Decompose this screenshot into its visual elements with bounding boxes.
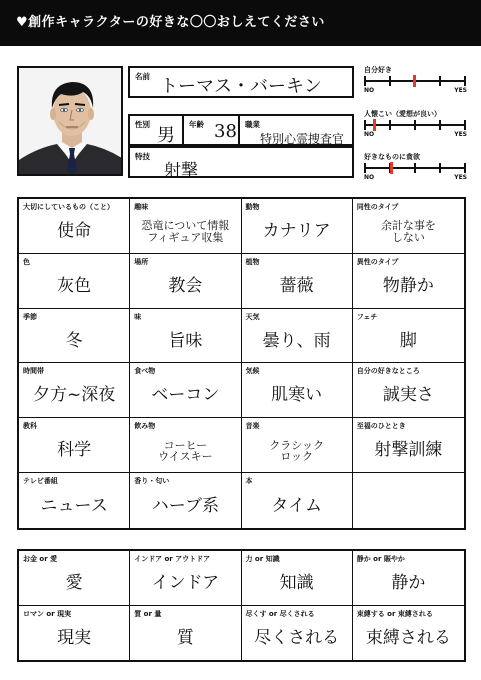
cell-value: コーヒー ウイスキー xyxy=(158,438,213,464)
favorite-cell xyxy=(353,254,464,309)
cell-value: ベーコン xyxy=(151,385,220,406)
cell-label: お金 or 愛 xyxy=(23,555,58,563)
character-name: トーマス・バーキン xyxy=(160,76,322,97)
favorite-cell xyxy=(353,473,464,528)
cell-label: 趣味 xyxy=(134,203,149,211)
slider-title: 人懐こい（愛想が良い） xyxy=(364,110,441,118)
cell-label: 同性のタイプ xyxy=(356,203,399,211)
choice-cell xyxy=(242,606,353,661)
cell-label: 質 or 量 xyxy=(134,609,162,618)
cell-label: 教科 xyxy=(23,422,37,431)
slider-title: 好きなものに貪欲 xyxy=(364,153,420,161)
cell-label: 力 or 知識 xyxy=(245,555,280,563)
sex-value: 男 xyxy=(157,125,175,146)
favorite-cell xyxy=(353,363,464,418)
name-label: 名前 xyxy=(135,72,150,81)
favorite-cell xyxy=(353,418,464,473)
cell-label: 動物 xyxy=(245,203,260,211)
slider-tick xyxy=(364,120,366,130)
cell-value: 脚 xyxy=(399,330,417,351)
slider-marker xyxy=(390,162,393,174)
slider-no-label: NO xyxy=(364,131,375,138)
favorite-cell xyxy=(130,254,241,309)
page-header xyxy=(0,0,481,46)
cell-label: 香り・匂い xyxy=(134,477,170,486)
cell-value: 質 xyxy=(176,627,194,648)
choices-grid xyxy=(17,549,466,662)
slider-tick xyxy=(364,163,366,173)
favorite-cell xyxy=(353,199,464,254)
cell-label: 天気 xyxy=(245,312,260,321)
cell-value: ハーブ系 xyxy=(151,495,219,516)
slider-tick xyxy=(439,163,441,173)
age-value: 38 xyxy=(214,121,237,142)
sex-box xyxy=(128,114,184,146)
slider-tick xyxy=(464,163,466,173)
cell-label: 食べ物 xyxy=(134,367,156,376)
character-portrait xyxy=(17,66,123,176)
choice-cell xyxy=(353,606,464,661)
cell-label: 至福のひととき xyxy=(356,422,406,431)
slider-tick xyxy=(439,120,441,130)
choice-cell xyxy=(130,606,241,661)
choice-cell xyxy=(130,551,241,606)
cell-value: 恐竜について情報 フィギュア収集 xyxy=(141,219,230,244)
cell-value: カナリア xyxy=(262,220,331,241)
slider-tick xyxy=(464,120,466,130)
cell-label: 尽くす or 尽くされる xyxy=(245,609,315,618)
cell-label: インドア or アウトドア xyxy=(134,555,210,563)
skill-label: 特技 xyxy=(135,152,150,161)
slider-no-label: NO xyxy=(364,87,375,94)
cell-value: 冬 xyxy=(65,330,83,351)
cell-value: 夕方~深夜 xyxy=(33,385,116,406)
favorite-cell xyxy=(242,309,353,364)
cell-label: 色 xyxy=(23,257,30,266)
favorites-grid xyxy=(17,197,466,530)
cell-label: 気候 xyxy=(245,367,260,376)
page-title: ♥創作キャラクターの好きな〇〇おしえてください xyxy=(16,15,325,30)
slider-marker xyxy=(373,119,376,131)
cell-label: 本 xyxy=(245,477,253,486)
slider-yes-label: YES xyxy=(454,87,467,94)
favorite-cell xyxy=(242,418,353,473)
cell-value: 束縛される xyxy=(365,627,451,648)
cell-label: 場所 xyxy=(134,257,149,266)
slider-friendly xyxy=(364,109,469,139)
cell-value: 使命 xyxy=(57,220,92,241)
cell-value: クラシック ロック xyxy=(269,438,325,464)
slider-tick xyxy=(464,76,466,86)
cell-value: 射撃訓練 xyxy=(374,440,443,461)
job-label: 職業 xyxy=(245,120,260,129)
favorite-cell xyxy=(19,254,130,309)
cell-value: ニュース xyxy=(40,495,108,516)
character-illustration xyxy=(19,68,123,176)
favorite-cell xyxy=(242,473,353,528)
age-box xyxy=(182,114,240,146)
name-box xyxy=(128,66,354,98)
cell-value: 知識 xyxy=(279,572,314,593)
cell-value: 物静か xyxy=(382,275,434,296)
cell-label: 異性のタイプ xyxy=(356,257,399,266)
slider-tick xyxy=(439,76,441,86)
choice-cell xyxy=(242,551,353,606)
cell-label: 静か or 賑やか xyxy=(356,555,405,563)
favorite-cell xyxy=(242,254,353,309)
choice-cell xyxy=(353,551,464,606)
cell-value: 旨味 xyxy=(168,330,203,351)
favorite-cell xyxy=(19,309,130,364)
favorite-cell xyxy=(19,363,130,418)
skill-value: 射撃 xyxy=(164,161,198,181)
cell-label: 自分の好きなところ xyxy=(356,367,420,376)
job-box xyxy=(238,114,354,146)
favorite-cell xyxy=(242,199,353,254)
favorite-cell xyxy=(353,309,464,364)
cell-value: タイム xyxy=(271,495,322,516)
sex-label: 性別 xyxy=(135,120,150,129)
cell-value: 静か xyxy=(391,572,426,593)
slider-title: 自分好き xyxy=(364,66,392,74)
cell-label: 時間帯 xyxy=(23,367,44,376)
age-label: 年齢 xyxy=(189,120,204,129)
slider-yes-label: YES xyxy=(454,174,467,181)
favorite-cell xyxy=(19,199,130,254)
cell-value: 科学 xyxy=(57,440,92,461)
slider-tick xyxy=(414,120,416,130)
choice-cell xyxy=(19,551,130,606)
cell-value: 現実 xyxy=(57,627,92,648)
slider-tick xyxy=(364,76,366,86)
slider-tick xyxy=(389,120,391,130)
slider-marker xyxy=(413,75,416,87)
cell-label: 大切にしているもの（こと） xyxy=(23,203,114,211)
cell-label: 音楽 xyxy=(245,422,260,431)
favorite-cell xyxy=(130,199,241,254)
cell-value: 余計な事を しない xyxy=(380,219,436,244)
cell-value: インドア xyxy=(151,572,220,593)
job-value: 特別心霊捜査官 xyxy=(260,132,345,146)
choice-cell xyxy=(19,606,130,661)
cell-value: 薔薇 xyxy=(279,275,314,296)
cell-label: テレビ番組 xyxy=(23,477,58,486)
skill-box xyxy=(128,146,354,181)
cell-value xyxy=(353,487,464,526)
cell-label: ロマン or 現実 xyxy=(23,609,72,618)
cell-label: 季節 xyxy=(23,312,37,321)
favorite-cell xyxy=(19,473,130,528)
slider-tick xyxy=(389,76,391,86)
cell-label: 束縛する or 束縛される xyxy=(356,609,433,618)
favorite-cell xyxy=(19,418,130,473)
slider-self-love xyxy=(364,65,469,95)
cell-value: 灰色 xyxy=(57,275,92,296)
favorite-cell xyxy=(130,363,241,418)
cell-value: 肌寒い xyxy=(271,385,323,406)
cell-value: 曇り、雨 xyxy=(262,330,331,351)
slider-no-label: NO xyxy=(364,174,375,181)
slider-yes-label: YES xyxy=(454,131,467,138)
cell-label: 味 xyxy=(134,312,142,321)
favorite-cell xyxy=(130,309,241,364)
cell-value: 誠実さ xyxy=(382,385,434,406)
slider-tick xyxy=(414,163,416,173)
favorite-cell xyxy=(130,473,241,528)
cell-label: 植物 xyxy=(245,257,260,266)
favorite-cell xyxy=(130,418,241,473)
cell-label: 飲み物 xyxy=(134,422,156,431)
cell-value: 尽くされる xyxy=(254,627,340,648)
cell-label: フェチ xyxy=(356,312,378,321)
favorite-cell xyxy=(242,363,353,418)
cell-value: 教会 xyxy=(168,275,203,296)
cell-value: 愛 xyxy=(65,572,83,593)
slider-greedy xyxy=(364,152,469,182)
